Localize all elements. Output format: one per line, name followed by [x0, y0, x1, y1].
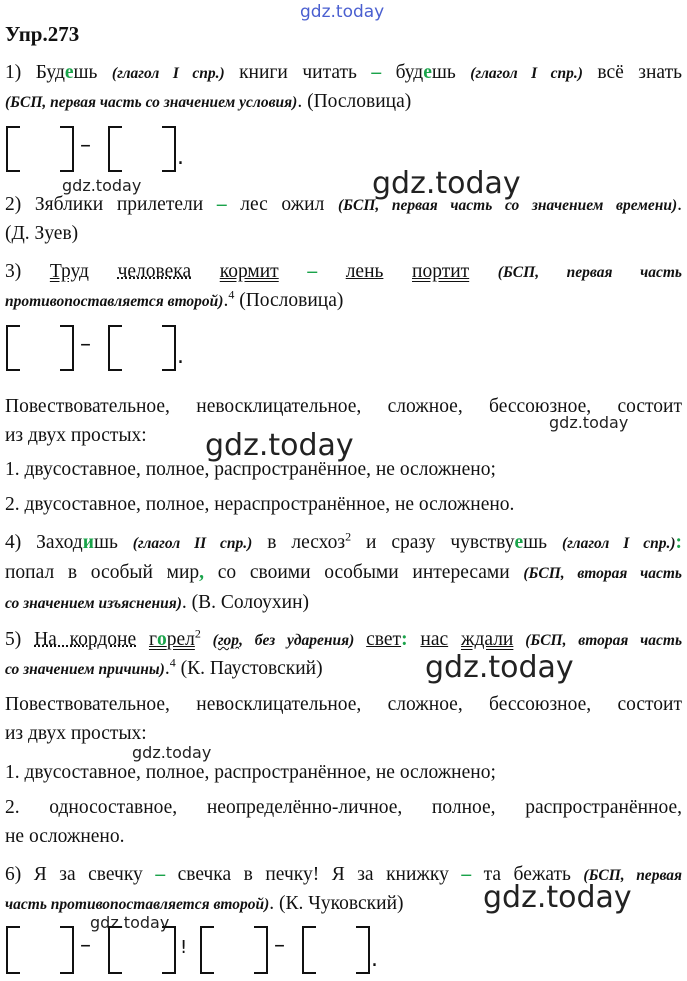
analysis-1-item-2: 2. двусоставное, полное, нераспространённое, не осложнено. [5, 494, 515, 515]
watermark: gdz.today [372, 166, 521, 201]
analysis-1-item-1: 1. двусоставное, полное, распространённое, не осложнено; [5, 459, 496, 480]
sentence-5: 5) На кордоне горел$^2$ (гор, без ударения) свет: нас ждали (БСП, вторая часть [5, 626, 683, 650]
sentence-2-author: (Д. Зуев) [5, 223, 79, 244]
schema-dash: – [80, 332, 91, 357]
sentence-3-note: противопоставляется второй).$^4$ (Пословица) [5, 287, 344, 311]
watermark: gdz.today [62, 176, 142, 195]
watermark: gdz.today [549, 413, 629, 432]
schema-dash: – [80, 133, 91, 158]
watermark: gdz.today [90, 913, 170, 932]
sentence-4-line-3: со значением изъяснения). (В. Солоухин) [5, 592, 310, 613]
analysis-2-line-2: из двух простых: [5, 723, 147, 744]
sentence-6: 6) Я за свечку – свечка в печку! Я за книжку – та бежать (БСП, первая [5, 864, 682, 885]
sentence-4: 4) Заходишь (глагол II спр.) в лесхоз$^2$ и сразу чувствуешь (глагол I спр.): [5, 529, 682, 553]
analysis-1-line-2: из двух простых: [5, 425, 147, 446]
sentence-6-line-2: часть противопоставляется второй). (К. Чуковский) [5, 893, 404, 914]
watermark: gdz.today [483, 880, 632, 915]
analysis-2-item-2b: не осложнено. [5, 826, 125, 847]
schema-excl: ! [180, 937, 188, 958]
sentence-1-note: (БСП, первая часть со значением условия). (Пословица) [5, 91, 412, 112]
analysis-1-line-1: Повествовательное, невосклицательное, сложное, бессоюзное, состоит [5, 396, 682, 417]
analysis-2-item-2: 2. односоставное, неопределённо-личное, полное, распространённое, [5, 797, 682, 818]
schema-3 [0, 921, 687, 981]
analysis-2-line-1: Повествовательное, невосклицательное, сложное, бессоюзное, состоит [5, 694, 682, 715]
sentence-2: 2) Зяблики прилетели – лес ожил (БСП, первая часть со значением времени). [5, 194, 682, 215]
sentence-4-line-2: попал в особый мир, со своими особыми интересами (БСП, вторая часть [5, 562, 683, 583]
watermark: gdz.today [425, 650, 574, 685]
exercise-title: Упр.273 [5, 22, 80, 46]
analysis-2-item-1: 1. двусоставное, полное, распространённое, не осложнено; [5, 762, 496, 783]
schema-dash: – [80, 933, 91, 958]
sentence-1: 1) Будешь (глагол I спр.) книги читать – будешь (глагол I спр.) всё знать [5, 62, 682, 83]
sentence-5-line-2: со значением причины).$^4$ (К. Паустовский) [5, 655, 323, 679]
schema-end: . [177, 344, 184, 369]
schema-1 [0, 121, 687, 181]
sentence-3: 3) Труд человека кормит – лень портит (БСП, первая часть [5, 261, 682, 282]
schema-2 [0, 320, 687, 380]
schema-end: . [371, 947, 378, 972]
watermark: gdz.today [132, 743, 212, 762]
watermark: gdz.today [205, 428, 354, 463]
watermark-top: gdz.today [300, 2, 385, 22]
schema-dash: – [274, 933, 285, 958]
schema-end: . [177, 145, 184, 170]
